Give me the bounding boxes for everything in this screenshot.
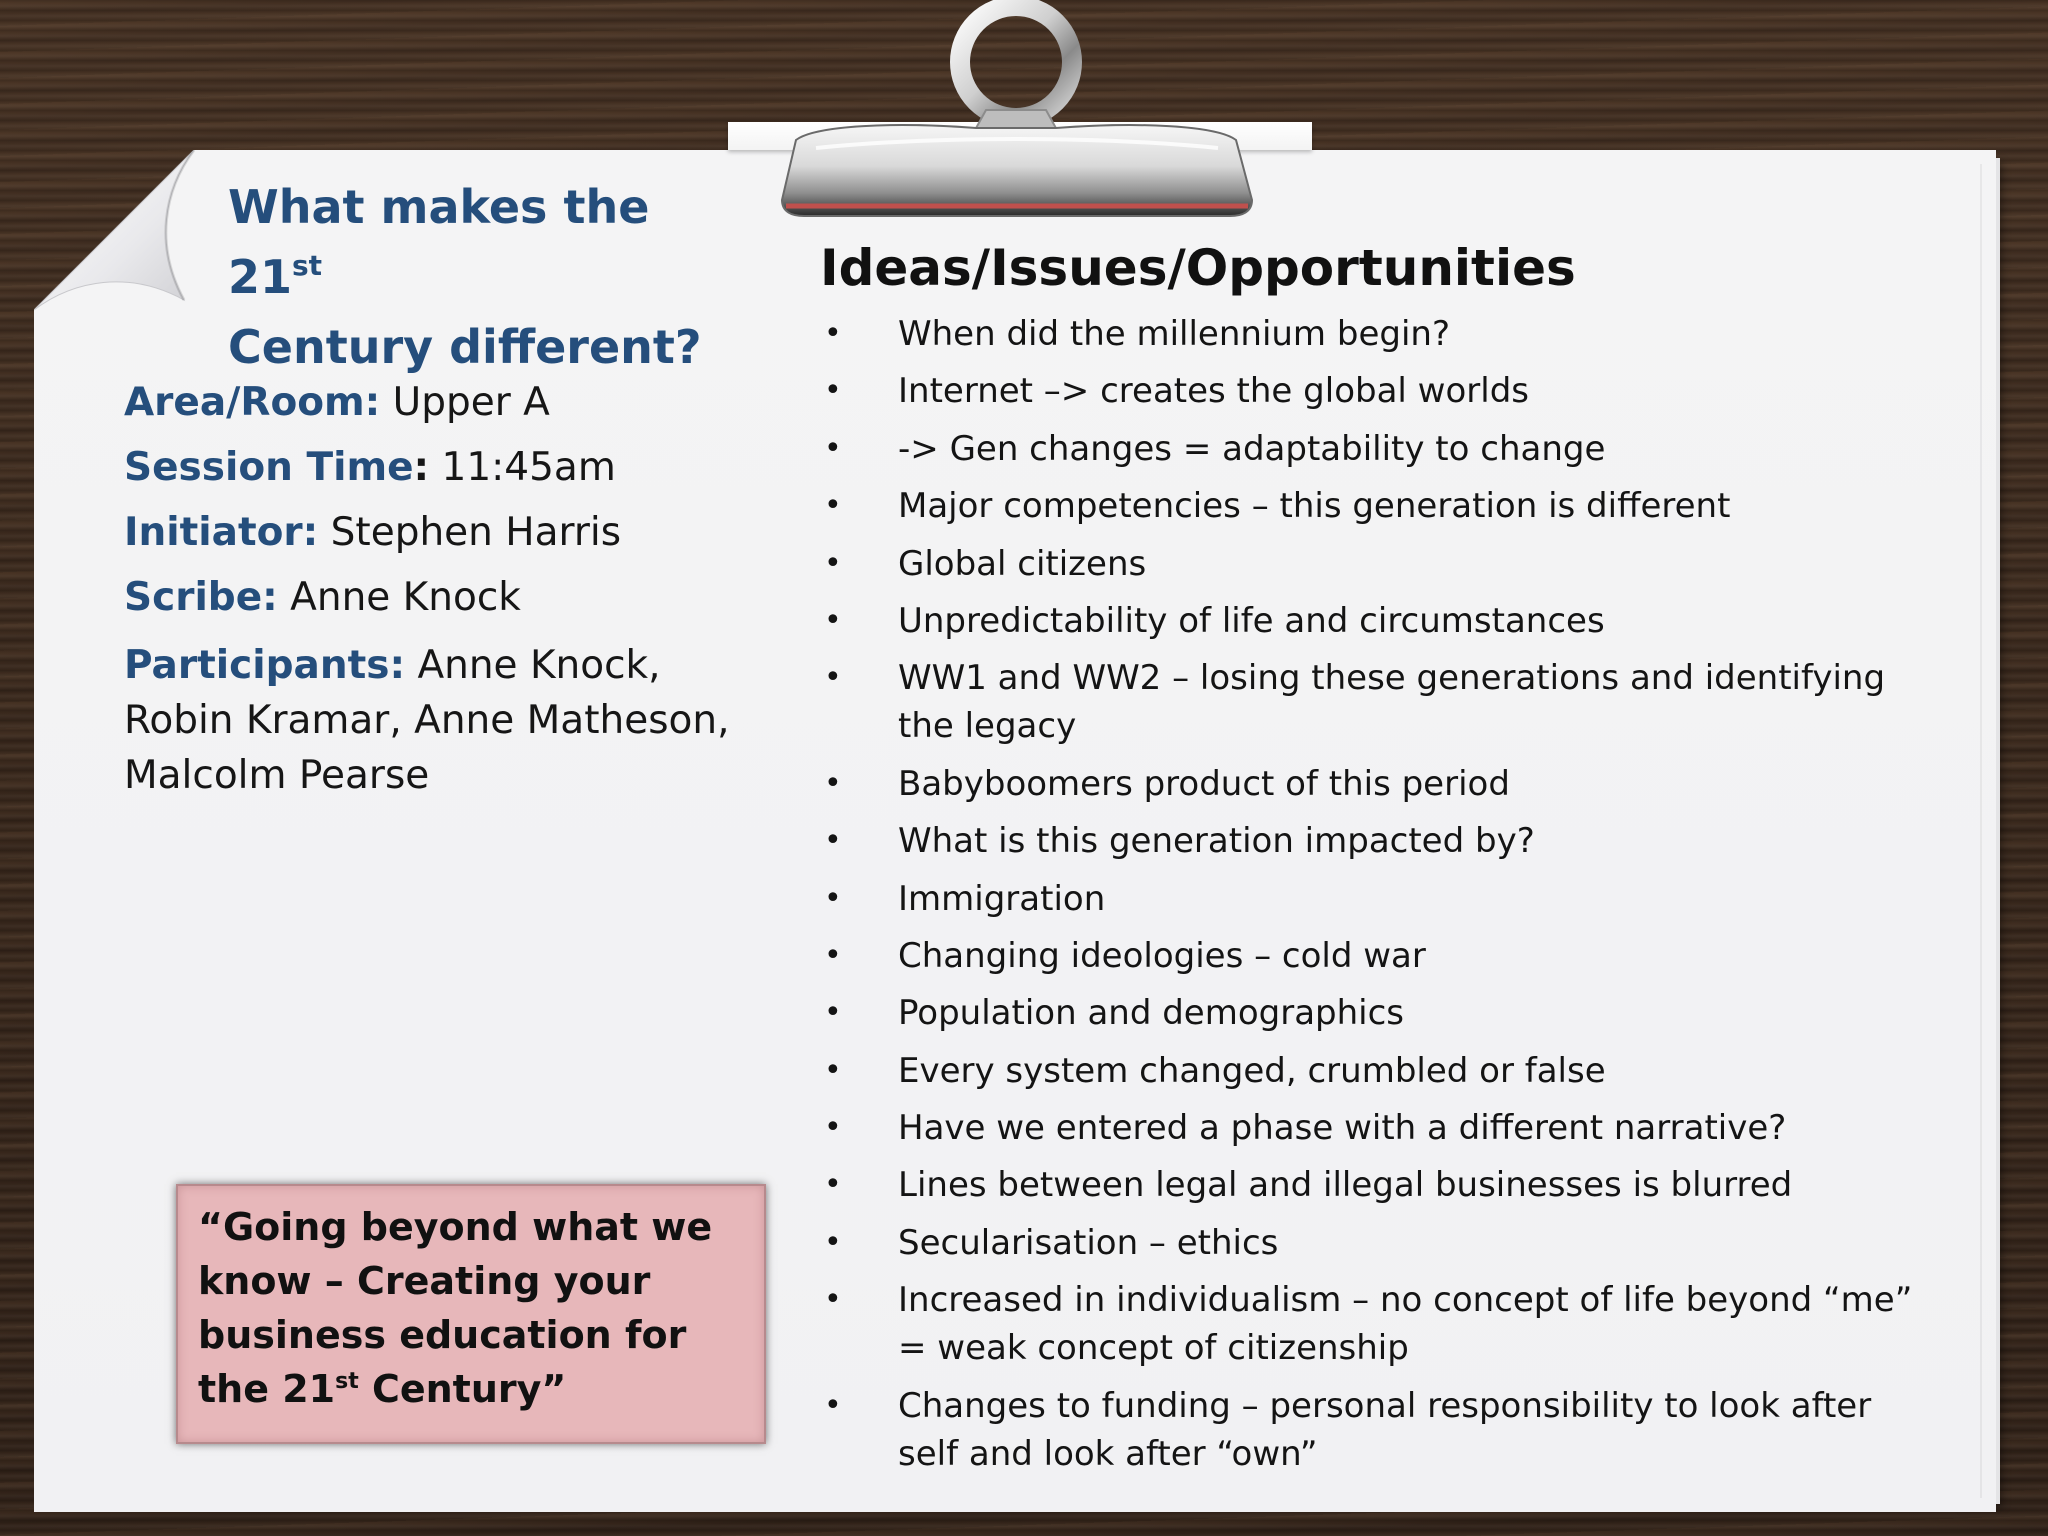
- list-item: [820, 425, 1940, 473]
- list-item: [820, 817, 1940, 865]
- list-item: [820, 1276, 1940, 1372]
- participants-value: Anne Knock, Robin Kramar, Anne Matheson, Malcolm Pearse: [124, 643, 730, 798]
- scribe-row: [124, 565, 744, 630]
- participants-row: [124, 638, 744, 803]
- list-item: [820, 654, 1940, 750]
- list-item-text: Immigration: [898, 878, 1106, 919]
- list-item: [820, 310, 1940, 358]
- participants-label: Participants:: [124, 643, 406, 688]
- quote-text: [198, 1200, 746, 1416]
- quote-part1: “Going beyond what we know – Creating your business education for the 21: [198, 1205, 713, 1411]
- area-room-row: [124, 370, 744, 435]
- list-item-text: Have we entered a phase with a different narrative?: [898, 1108, 1787, 1149]
- list-item-text: Population and demographics: [898, 993, 1405, 1034]
- initiator-label: Initiator:: [124, 510, 319, 555]
- list-item: [820, 989, 1940, 1037]
- bullet-icon: •: [824, 660, 842, 696]
- list-item-text: Major competencies – this generation is different: [898, 486, 1731, 527]
- bullet-icon: •: [824, 488, 842, 524]
- scribe-value: Anne Knock: [277, 575, 521, 620]
- list-item: [820, 932, 1940, 980]
- list-item-text: Internet –> creates the global worlds: [898, 371, 1529, 412]
- session-details: [124, 370, 744, 803]
- session-time-colon: :: [413, 445, 430, 490]
- bullet-icon: •: [824, 1167, 842, 1203]
- initiator-row: [124, 500, 744, 565]
- list-item: [820, 1382, 1940, 1478]
- list-item-text: Babyboomers product of this period: [898, 763, 1510, 804]
- area-room-label: Area/Room:: [124, 380, 381, 425]
- list-item-text: Increased in individualism – no concept of life beyond “me” = weak concept of citizenship: [898, 1280, 1913, 1369]
- bullet-icon: •: [824, 1052, 842, 1088]
- list-item-text: WW1 and WW2 – losing these generations and identifying the legacy: [898, 658, 1886, 747]
- ideas-heading: Ideas/Issues/Opportunities: [820, 239, 1576, 297]
- ideas-list: [820, 310, 1940, 1487]
- list-item-text: Unpredictability of life and circumstances: [898, 600, 1605, 641]
- list-item-text: Changing ideologies – cold war: [898, 935, 1426, 976]
- bullet-icon: •: [824, 316, 842, 351]
- initiator-value: Stephen Harris: [318, 510, 622, 555]
- title-line1: What makes the 21: [228, 180, 650, 304]
- list-item: [820, 540, 1940, 588]
- list-item-text: When did the millennium begin?: [898, 314, 1450, 354]
- list-item-text: Global citizens: [898, 543, 1147, 584]
- bullet-icon: •: [824, 1387, 842, 1423]
- session-time-value: 11:45am: [429, 445, 616, 490]
- bullet-icon: •: [824, 995, 842, 1031]
- list-item: [820, 875, 1940, 923]
- bullet-icon: •: [824, 1282, 842, 1318]
- session-time-row: [124, 435, 744, 500]
- paper-clip-icon: [776, 0, 1258, 222]
- list-item-text: Lines between legal and illegal businesses is blurred: [898, 1165, 1793, 1206]
- list-item-text: What is this generation impacted by?: [898, 821, 1535, 862]
- list-item-text: Every system changed, crumbled or false: [898, 1050, 1606, 1091]
- bullet-icon: •: [824, 545, 842, 581]
- list-item: [820, 482, 1940, 530]
- bullet-icon: •: [824, 937, 842, 973]
- quote-part2: Century”: [358, 1367, 567, 1411]
- quote-superscript: st: [335, 1369, 359, 1394]
- paper-edge: [1980, 164, 1982, 1498]
- bullet-icon: •: [824, 1110, 842, 1146]
- bullet-icon: •: [824, 430, 842, 466]
- list-item: [820, 367, 1940, 415]
- session-time-label: Session Time: [124, 445, 414, 490]
- bullet-icon: •: [824, 880, 842, 916]
- scribe-label: Scribe:: [124, 575, 278, 620]
- list-item: [820, 1047, 1940, 1095]
- title-superscript: st: [292, 249, 323, 282]
- title-line2: Century different?: [228, 320, 702, 374]
- bullet-icon: •: [824, 1224, 842, 1260]
- bullet-icon: •: [824, 823, 842, 859]
- area-room-value: Upper A: [380, 380, 550, 425]
- page-title: [228, 172, 748, 382]
- list-item: [820, 597, 1940, 645]
- list-item: [820, 1219, 1940, 1267]
- bullet-icon: •: [824, 602, 842, 638]
- list-item: [820, 1161, 1940, 1209]
- quote-box: [176, 1184, 766, 1444]
- list-item-text: Secularisation – ethics: [898, 1222, 1279, 1263]
- list-item-text: Changes to funding – personal responsibility to look after self and look after “own”: [898, 1385, 1872, 1474]
- bullet-icon: •: [824, 765, 842, 801]
- list-item: [820, 1104, 1940, 1152]
- bullet-icon: •: [824, 373, 842, 409]
- list-item-text: -> Gen changes = adaptability to change: [898, 428, 1606, 469]
- list-item: [820, 760, 1940, 808]
